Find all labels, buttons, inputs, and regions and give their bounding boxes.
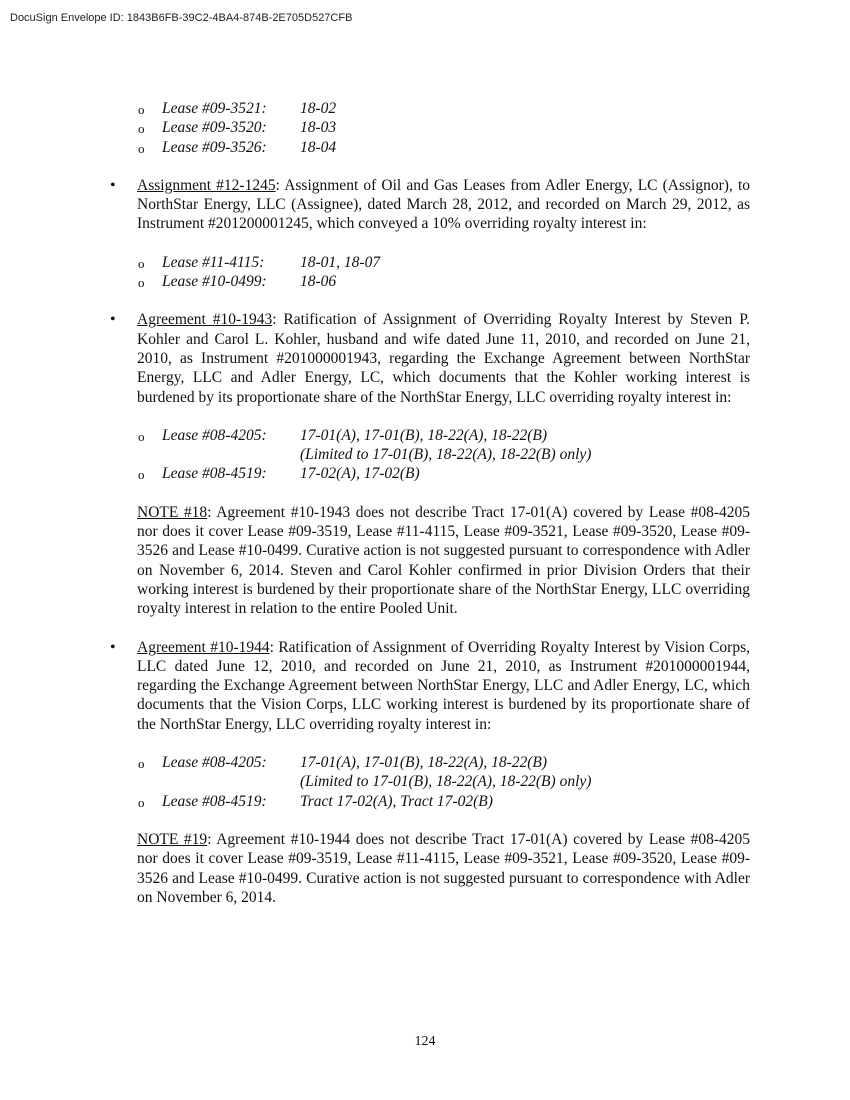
agreement-1944-lease-list: [110, 753, 750, 811]
list-item: o Lease #08-4519: Tract 17-02(A), Tract 17-02(B): [138, 792, 750, 811]
list-item: o Lease #10-0499: 18-06: [138, 272, 750, 291]
note-label: NOTE #18: [137, 503, 208, 521]
assignment-12-1245: [110, 176, 750, 234]
list-item: o Lease #09-3521: 18-02: [138, 99, 750, 118]
list-item: o Lease #11-4115: 18-01, 18-07: [138, 253, 750, 272]
bullet-icon: •: [110, 638, 116, 656]
note-18: [137, 503, 750, 619]
agreement-label: Agreement #10-1944: [137, 638, 270, 656]
assignment-label: Assignment #12-1245: [137, 176, 276, 194]
agreement-label: Agreement #10-1943: [137, 311, 273, 329]
list-item: o Lease #08-4205: 17-01(A), 17-01(B), 18-22(A), 18-22(B) (Limited to 17-01(B), 18-22(A), 18-22(B) only): [138, 426, 750, 465]
agreement-10-1944: [110, 638, 750, 734]
top-lease-list: [110, 99, 750, 157]
agreement-10-1943: [110, 310, 750, 406]
note-label: NOTE #19: [137, 830, 208, 848]
list-item: o Lease #09-3526: 18-04: [138, 138, 750, 157]
assignment-lease-list: [110, 253, 750, 292]
document-body: [110, 99, 750, 907]
note-text: : Agreement #10-1943 does not describe Tract 17-01(A) covered by Lease #08-4205 nor does it cover Lease #09-3519, Lease #11-4115, Lease #09-3521, Lease #09-3520, Lease #09-3526 and Lease #10-0499. Curative action is not suggested pursuant to correspondence with Adler on November 6, 2014. Steven and Carol Kohler confirmed in prior Division Orders that their working interest is burdened by their proportionate share of the NorthStar Energy, LLC overriding royalty interest in relation to the entire Pooled Unit.: [137, 503, 751, 618]
bullet-icon: •: [110, 311, 116, 329]
assignment-text: : Assignment of Oil and Gas Leases from Adler Energy, LC (Assignor), to NorthStar Energy, LLC (Assignee), dated March 28, 2012, and recorded on March 29, 2012, as Instrument #201200001245, which conveyed a 10% overriding royalty interest in:: [137, 176, 750, 233]
note-19: [137, 830, 750, 907]
agreement-text: : Ratification of Assignment of Overriding Royalty Interest by Steven P. Kohler and Carol L. Kohler, husband and wife dated June 11, 2010, and recorded on June 21, 2010, as Instrument #201000001943, regarding the Exchange Agreement between NorthStar Energy, LLC and Adler Energy, LC, which documents that the Kohler working interest is burdened by its proportionate share of the NorthStar Energy, LLC overriding royalty interest in:: [137, 311, 750, 406]
bullet-icon: •: [110, 176, 116, 194]
list-item: o Lease #08-4519: 17-02(A), 17-02(B): [138, 464, 750, 483]
list-item: o Lease #08-4205: 17-01(A), 17-01(B), 18-22(A), 18-22(B) (Limited to 17-01(B), 18-22(A), 18-22(B) only): [138, 753, 750, 792]
agreement-text: : Ratification of Assignment of Overriding Royalty Interest by Vision Corps, LLC dated June 12, 2010, and recorded on June 21, 2010, as Instrument #201000001944, regarding the Exchange Agreement between NorthStar Energy, LLC and Adler Energy, LC, which documents that the Vision Corps, LLC working interest is burdened by its proportionate share of the NorthStar Energy, LLC overriding royalty interest in:: [137, 638, 750, 733]
agreement-1943-lease-list: [110, 426, 750, 484]
note-text: : Agreement #10-1944 does not describe Tract 17-01(A) covered by Lease #08-4205 nor does it cover Lease #09-3519, Lease #11-4115, Lease #09-3521, Lease #09-3520, Lease #09-3526 and Lease #10-0499. Curative action is not suggested pursuant to correspondence with Adler on November 6, 2014.: [137, 830, 751, 906]
page-number: 124: [414, 1034, 436, 1049]
envelope-id: DocuSign Envelope ID: 1843B6FB-39C2-4BA4-874B-2E705D527CFB: [10, 12, 353, 24]
list-item: o Lease #09-3520: 18-03: [138, 118, 750, 137]
